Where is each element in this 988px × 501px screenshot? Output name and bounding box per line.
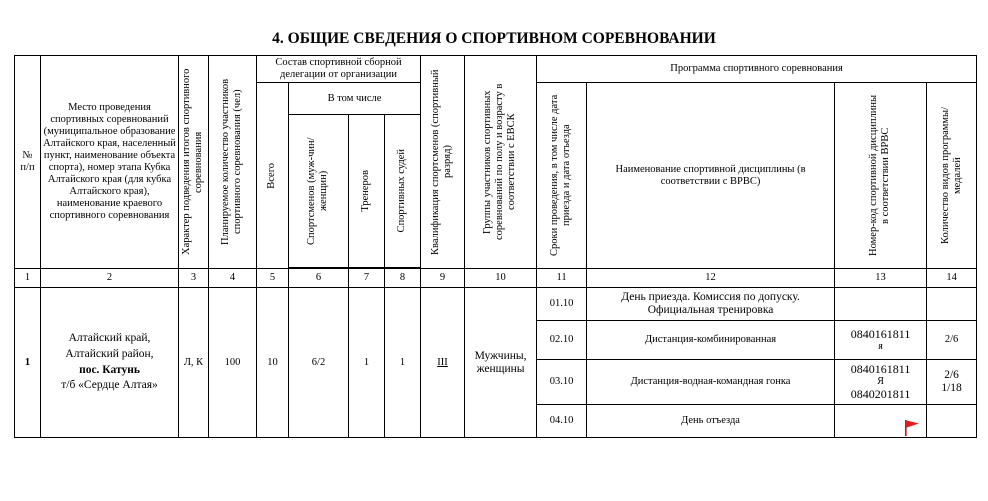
row-character: Л, К — [179, 288, 209, 438]
colnum-5: 5 — [257, 269, 289, 288]
program-code-2 — [835, 321, 927, 360]
colnum-3: 3 — [179, 269, 209, 288]
header-col-10 — [465, 56, 537, 269]
header-col-9-label: Квалификация спортсменов (спортивный разряд) — [430, 69, 454, 255]
header-col-6-label: Спортсменов (муж-чин/ женщин) — [306, 137, 330, 245]
program-count-2: 2/6 — [927, 321, 977, 360]
header-col-1 — [15, 56, 41, 269]
program-code-3-line-1: 0840161811 — [850, 361, 911, 376]
program-code-3 — [835, 360, 927, 405]
header-group-program-label: Программа спортивного соревнования — [670, 63, 843, 75]
row-groups — [465, 288, 537, 438]
header-col-2 — [41, 56, 179, 269]
colnum-13: 13 — [835, 269, 927, 288]
red-flag-marker-icon — [903, 420, 923, 436]
header-group-composition — [257, 56, 421, 83]
colnum-12: 12 — [587, 269, 835, 288]
header-col-12-label: Наименование спортивной дисциплины (в соответствии с ВРВС) — [615, 163, 806, 187]
page-title: 4. ОБЩИЕ СВЕДЕНИЯ О СПОРТИВНОМ СОРЕВНОВАНИИ — [272, 30, 716, 47]
colnum-2: 2 — [41, 269, 179, 288]
program-code-2-line-2: я — [878, 341, 883, 353]
header-col-11 — [537, 83, 587, 269]
header-col-3 — [179, 56, 209, 269]
header-col-5-label: Всего — [266, 162, 278, 189]
colnum-8: 8 — [385, 269, 421, 288]
row-number: 1 — [15, 288, 41, 438]
colnum-1: 1 — [15, 269, 41, 288]
row-judges: 1 — [385, 288, 421, 438]
row-planned-total: 100 — [209, 288, 257, 438]
header-subgroup-including — [289, 83, 421, 115]
header-col-10-label: Группы участников спортивных соревнований по полу и возрасту в соответствии с ЕВСК — [482, 83, 518, 241]
program-count-1 — [927, 288, 977, 321]
header-col-7 — [349, 115, 385, 268]
header-subgroup-including-label: В том числе — [327, 92, 382, 104]
colnum-14: 14 — [927, 269, 977, 288]
program-discipline-2: Дистанция-комбинированная — [587, 321, 835, 360]
program-date-1: 01.10 — [537, 288, 587, 321]
program-date-4: 04.10 — [537, 405, 587, 438]
row-coaches: 1 — [349, 288, 385, 438]
program-count-3 — [927, 360, 977, 405]
header-col-4 — [209, 56, 257, 269]
header-col-1-label: № п/п — [20, 149, 35, 173]
table-row — [15, 288, 977, 321]
program-discipline-4: День отъезда — [587, 405, 835, 438]
header-col-12 — [587, 83, 835, 269]
program-code-3-line-3: 0840201811 — [850, 386, 911, 401]
table-header-row-1 — [15, 56, 977, 83]
program-count-4 — [927, 405, 977, 438]
header-col-14-label: Количество видов программы/медалей — [939, 107, 963, 245]
program-discipline-1-line-1: День приезда. Комиссия по допуску. — [621, 291, 800, 304]
row-qualification: III — [421, 288, 465, 438]
header-col-13-label: Номер-код спортивной дисциплины в соответствии ВРВС — [868, 95, 892, 257]
row-groups-line-2: женщины — [476, 362, 525, 375]
header-group-program — [537, 56, 977, 83]
row-athletes: 6/2 — [289, 288, 349, 438]
colnum-9: 9 — [421, 269, 465, 288]
column-number-row — [15, 269, 977, 288]
row-total: 10 — [257, 288, 289, 438]
program-code-3-line-2: Я — [877, 376, 884, 388]
header-col-4-label: Планируемое количество участников спортивного соревнования (чел) — [220, 78, 244, 246]
header-group-composition-label: Состав спортивной сборной делегации от организации — [275, 57, 402, 81]
header-col-8 — [385, 115, 421, 268]
colnum-6: 6 — [289, 269, 349, 288]
header-col-3-label: Характер подведения итогов спортивного соревнования — [181, 68, 205, 256]
program-discipline-1 — [587, 288, 835, 321]
competition-info-table — [14, 55, 977, 438]
colnum-7: 7 — [349, 269, 385, 288]
venue-line-4: т/б «Сердце Алтая» — [61, 379, 158, 392]
header-col-9 — [421, 56, 465, 269]
venue-line-3: пос. Катунь — [79, 363, 140, 376]
program-discipline-3: Дистанция-водная-командная гонка — [587, 360, 835, 405]
header-col-5 — [257, 83, 289, 269]
venue-line-1: Алтайский край, — [68, 332, 151, 345]
program-count-3-line-2: 1/18 — [941, 382, 962, 394]
program-code-2-line-1: 0840161811 — [850, 326, 911, 341]
header-col-7-label: Тренеров — [360, 170, 372, 212]
header-col-2-label: Место проведения спортивных соревнований (муниципальное образование Алтайского края, населенный пункт, наименование объекта спорта), номер этапа Кубка Алтайского края (для кубка Алтайского края), наименование краевого спортивного соревнования — [43, 101, 176, 222]
row-groups-line-1: Мужчины, — [474, 349, 527, 362]
header-col-14 — [927, 83, 977, 269]
colnum-11: 11 — [537, 269, 587, 288]
header-col-8-label: Спортивных судей — [396, 149, 408, 233]
venue-line-2: Алтайский район, — [65, 347, 154, 360]
program-date-2: 02.10 — [537, 321, 587, 360]
header-col-6 — [289, 115, 349, 268]
program-code-1 — [835, 288, 927, 321]
header-col-13 — [835, 83, 927, 269]
row-venue — [41, 288, 179, 438]
colnum-10: 10 — [465, 269, 537, 288]
program-discipline-1-line-2: Официальная тренировка — [647, 304, 774, 316]
header-col-11-label: Сроки проведения, в том числе дата приезда и дата отъезда — [549, 94, 573, 257]
program-date-3: 03.10 — [537, 360, 587, 405]
colnum-4: 4 — [209, 269, 257, 288]
program-count-3-line-1: 2/6 — [944, 369, 959, 382]
